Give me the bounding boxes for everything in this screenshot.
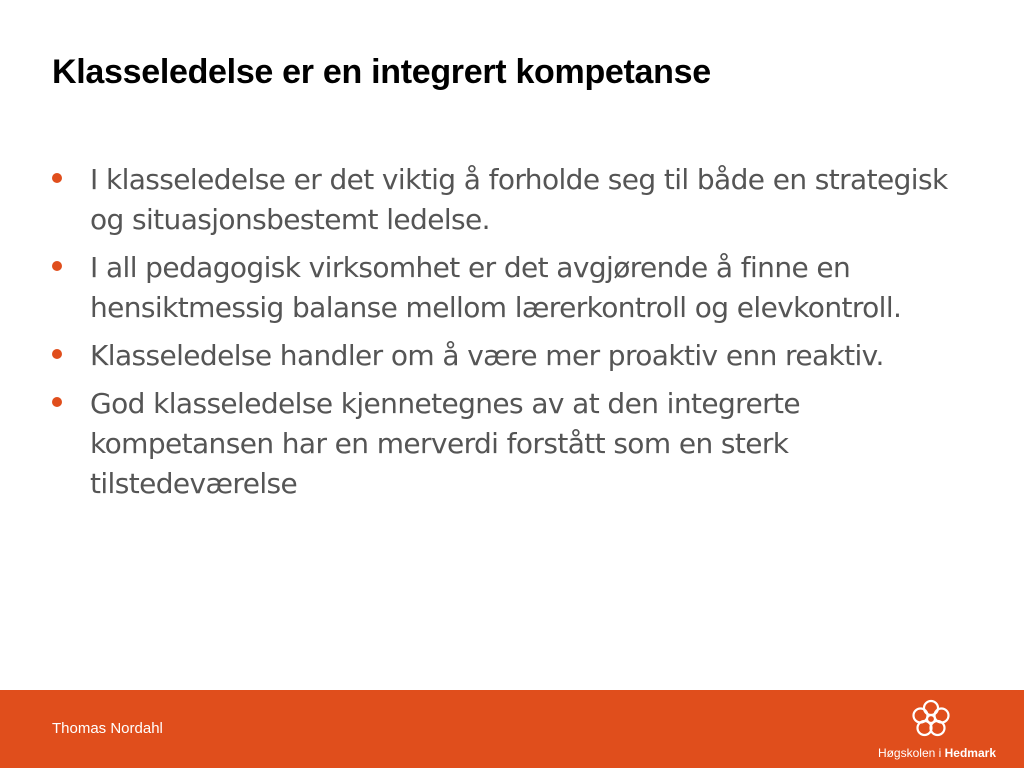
bullet-item [52, 160, 972, 240]
bullet-item [52, 336, 972, 376]
bullet-list [52, 160, 972, 512]
bullet-text: I klasseledelse er det viktig å forholde seg til både en strategisk og situasjonsbestemt ledelse. [90, 163, 948, 236]
logo-name: Hedmark [944, 746, 996, 760]
institution-logo [866, 698, 996, 764]
bullet-icon [52, 397, 62, 407]
footer-author: Thomas Nordahl [52, 720, 163, 737]
logo-text [866, 746, 996, 760]
footer-bar [0, 690, 1024, 768]
bullet-text: God klasseledelse kjennetegnes av at den integrerte kompetansen har en merverdi forstått som en sterk tilstedeværelse [90, 387, 800, 500]
bullet-icon [52, 349, 62, 359]
bullet-icon [52, 173, 62, 183]
bullet-item [52, 248, 972, 328]
flower-knot-icon [910, 698, 952, 740]
bullet-icon [52, 261, 62, 271]
bullet-item [52, 384, 972, 504]
slide-title: Klasseledelse er en integrert kompetanse [52, 53, 711, 91]
bullet-text: Klasseledelse handler om å være mer proaktiv enn reaktiv. [90, 339, 884, 372]
bullet-text: I all pedagogisk virksomhet er det avgjørende å finne en hensiktmessig balanse mellom lærerkontroll og elevkontroll. [90, 251, 902, 324]
logo-prefix: Høgskolen i [877, 746, 945, 760]
